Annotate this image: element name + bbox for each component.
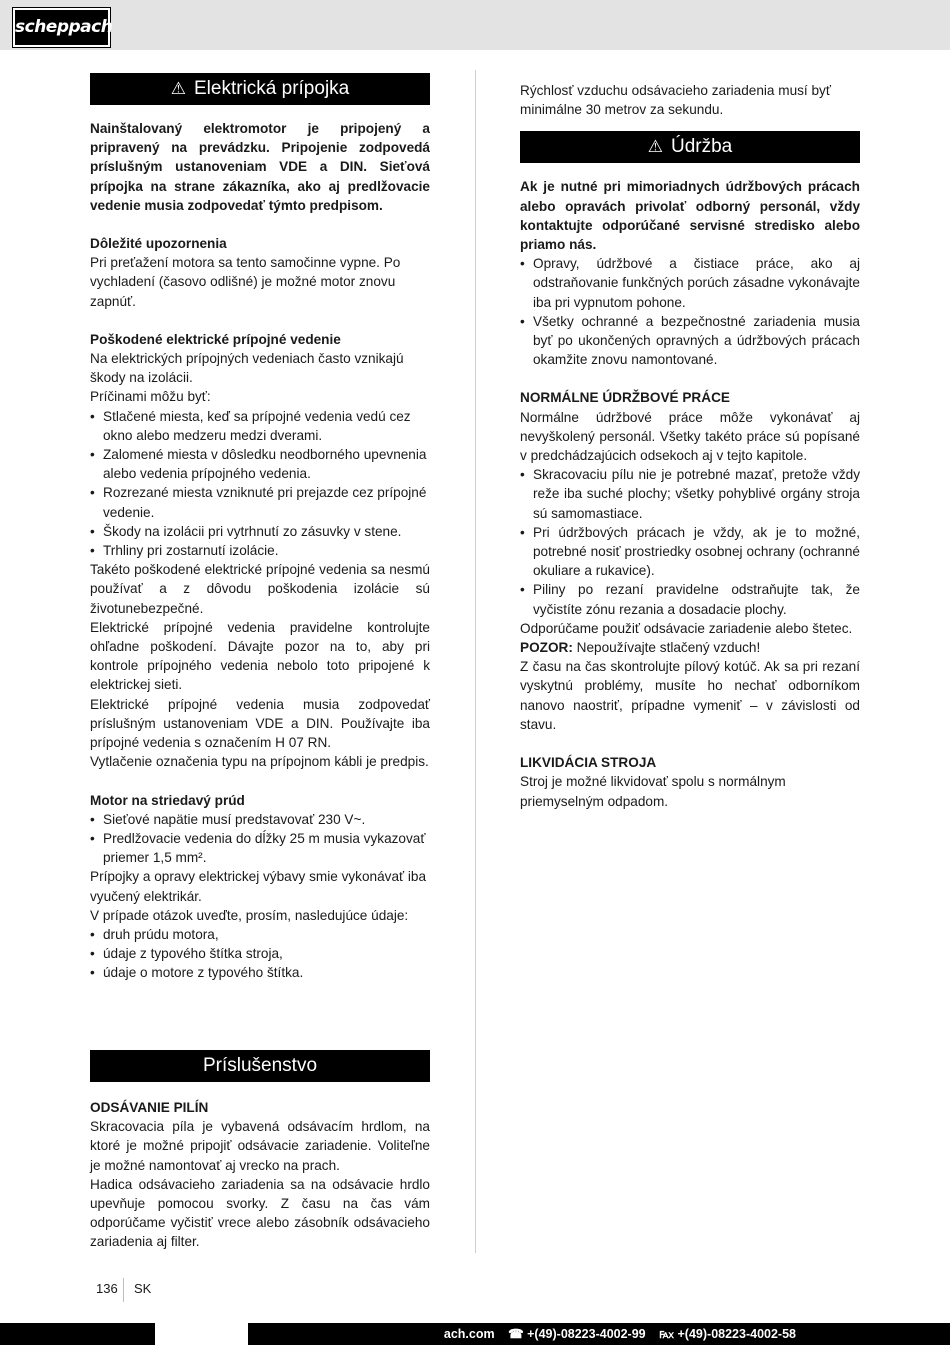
normal-p2: Odporúčame použiť odsávacie zariadenie alebo štetec.: [520, 620, 853, 636]
list-item: • údaje z typového štítka stroja,: [90, 944, 430, 963]
footer-bar: [0, 1323, 950, 1345]
list-item: • Predlžovacie vedenia do dĺžky 25 m musia vykazovať priemer 1,5 mm².: [90, 829, 430, 867]
list-item: • Stlačené miesta, keď sa prípojné vedenia vedú cez okno alebo medzeru medzi dverami.: [90, 407, 430, 445]
list-item: • údaje o motore z typového štítka.: [90, 963, 430, 982]
section-heading-electrical: ⚠ Elektrická prípojka: [90, 73, 430, 105]
maintenance-intro: Ak je nutné pri mimoriadnych údržbových prácach alebo opravách privolať odborný personál, vždy kontaktujte odporúčané servisné stredisko alebo priamo nás.: [520, 179, 860, 253]
list-item: • Skracovaciu pílu nie je potrebné mazať, pretože vždy reže iba suché plochy; všetky pohyblivé orgány stroja sú samomastiace.: [520, 465, 860, 523]
column-divider: [475, 70, 476, 1253]
motor-p2: V prípade otázok uveďte, prosím, nasledujúce údaje:: [90, 907, 409, 923]
damaged-p1: Na elektrických prípojných vedeniach často vznikajú škody na izolácii.: [90, 351, 404, 386]
motor-p1: Prípojky a opravy elektrickej výbavy smie vykonávať iba vyučený elektrikár.: [90, 869, 427, 904]
contact-info: [434, 1323, 796, 1345]
list-item: • Sieťové napätie musí predstavovať 230 V~.: [90, 810, 430, 829]
disposal-title: LIKVIDÁCIA STROJA: [520, 755, 657, 771]
damaged-p4: Elektrické prípojné vedenia pravidelne kontrolujte ohľadne poškodení. Dávajte pozor na to, aby pri kontrole prípojného vedenia nebolo toto pripojené k elektrickej sieti.: [90, 619, 430, 693]
motor-list: [90, 810, 430, 868]
normal-maintenance-title: NORMÁLNE ÚDRŽBOVÉ PRÁCE: [520, 390, 730, 406]
damaged-p2: Príčinami môžu byť:: [90, 389, 211, 405]
notes-title: Dôležité upozornenia: [90, 236, 227, 252]
footer-white-block: [155, 1323, 248, 1345]
maintenance-list: [520, 254, 860, 369]
list-item: • Opravy, údržbové a čistiace práce, ako aj odstraňovanie funkčných porúch zásadne vykonávajte iba pri vypnutom pohone.: [520, 254, 860, 312]
dust-title: ODSÁVANIE PILÍN: [90, 1100, 209, 1115]
list-item: • Rozrezané miesta vzniknuté pri prejazde cez prípojné vedenie.: [90, 483, 430, 521]
caution-text: Nepoužívajte stlačený vzduch!: [572, 640, 761, 656]
list-item: • Všetky ochranné a bezpečnostné zariadenia musia byť po ukončených opravných a údržbových prácach okamžite znovu namontované.: [520, 312, 860, 370]
scheppach-logo: scheppach: [13, 8, 110, 47]
dust-p1: Skracovacia píla je vybavená odsávacím hrdlom, na ktoré je možné pripojiť odsávacie zariadenie. Voliteľne je možné namontovať aj vrecko na prach.: [90, 1119, 430, 1173]
list-item: • Trhliny pri zostarnutí izolácie.: [90, 541, 430, 560]
motor-title: Motor na striedavý prúd: [90, 792, 245, 808]
air-speed-text: Rýchlosť vzduchu odsávacieho zariadenia musí byť minimálne 30 metrov za sekundu.: [520, 83, 831, 118]
list-item: • Piliny po rezaní pravidelne odstraňujte tak, že vyčistíte zónu rezania a dosadacie plochy.: [520, 580, 860, 618]
section-heading-maintenance: ⚠ Údržba: [520, 131, 860, 163]
normal-p3: Z času na čas skontrolujte pílový kotúč. Ak sa pri rezaní vyskytnú problémy, musíte ho nechať odborníkom nanovo naostriť, prípadne vymeniť – v závislosti od stavu.: [520, 659, 860, 732]
dust-p2: Hadica odsávacieho zariadenia sa na odsávacie hrdlo upevňuje pomocou svorky. Z času na čas vám odporúčame vyčistiť vrece alebo zásobník odsávacieho zariadenia aj filter.: [90, 1176, 430, 1250]
damaged-p3: Takéto poškodené elektrické prípojné vedenia sa nesmú používať a z dôvodu poškodenia izolácie sú životunebezpečné.: [90, 562, 430, 616]
fax-text: ℻ +(49)-08223-4002-58: [659, 1327, 796, 1341]
list-item: • Škody na izolácii pri vytrhnutí zo zásuvky v stene.: [90, 522, 430, 541]
phone-text: ☎ +(49)-08223-4002-99: [508, 1327, 646, 1341]
notes-text: Pri preťažení motora sa tento samočinne vypne. Po vychladení (časovo odlišné) je možné motor znovu zapnúť.: [90, 255, 401, 309]
damaged-list: [90, 407, 430, 561]
electrical-intro: Nainštalovaný elektromotor je pripojený a pripravený na prevádzku. Pripojenie zodpovedá príslušným ustanoveniam VDE a DIN. Sieťová prípojka na strane zákazníka, ako aj predlžovacie vedenie musia zodpovedať týmto predpisom.: [90, 121, 430, 213]
list-item: • druh prúdu motora,: [90, 925, 430, 944]
warning-icon: ⚠: [647, 137, 663, 157]
caution-line: [520, 638, 860, 657]
list-item: • Pri údržbových prácach je vždy, ak je to možné, potrebné nosiť prostriedky osobnej ochrany (ochranné okuliare a rukavice).: [520, 523, 860, 581]
warning-icon: ⚠: [170, 79, 186, 98]
caution-label: POZOR:: [520, 640, 573, 656]
page-number: 136: [96, 1281, 118, 1296]
motor-list-2: [90, 925, 430, 983]
damaged-p6: Vytlačenie označenia typu na prípojnom kábli je predpis.: [90, 754, 429, 770]
website-text: ach.com: [443, 1327, 495, 1341]
damaged-cable-title: Poškodené elektrické prípojné vedenie: [90, 331, 341, 347]
list-item: • Zalomené miesta v dôsledku neodborného upevnenia alebo vedenia prípojného vedenia.: [90, 445, 430, 483]
language-code: SK: [134, 1281, 152, 1296]
section-heading-accessories: Príslušenstvo: [90, 1050, 430, 1082]
disposal-text: Stroj je možné likvidovať spolu s normálnym priemyselným odpadom.: [520, 774, 786, 809]
damaged-p5: Elektrické prípojné vedenia musia zodpovedať príslušným ustanoveniam VDE a DIN. Používajte iba prípojné vedenia s označením H 07 RN.: [90, 696, 430, 751]
normal-list: [520, 465, 860, 619]
footer-divider: [123, 1278, 124, 1302]
header-bar: [0, 0, 950, 50]
right-column: [520, 81, 860, 811]
left-column: [90, 73, 430, 1250]
normal-p1: Normálne údržbové práce môže vykonávať aj nevyškolený personál. Všetky takéto práce sú popísané v predchádzajúcich odsekoch aj v tejto kapitole.: [520, 409, 860, 464]
